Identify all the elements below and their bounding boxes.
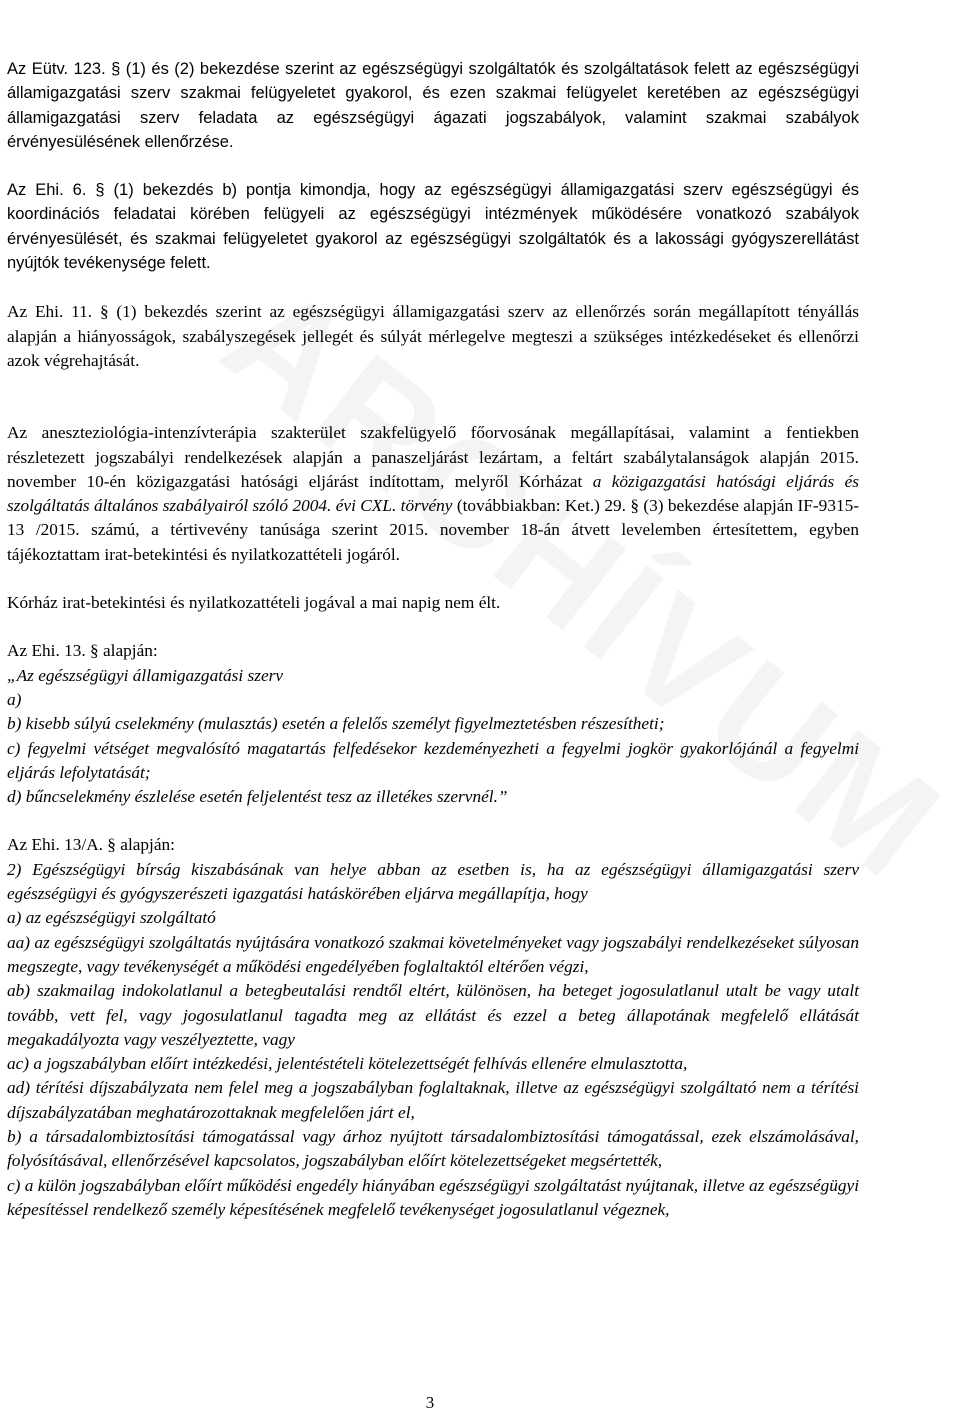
paragraph-ehi-11: Az Ehi. 11. § (1) bekezdés szerint az egészségügyi államigazgatási szerv az ellenőrzés során megállapított tényállás alapján a hiányosságok, szabályszegések jellegét és súlyát mérlegelve megteszi a szükséges intézkedéseket és ellenőrzi azok végrehajtását. — [7, 302, 859, 370]
ehi-13a-line: aa) az egészségügyi szolgáltatás nyújtására vonatkozó szakmai követelményeket vagy jogszabályi rendelkezéseket súlyosan megszegte, vagy tevékenységét a működési engedélyében foglaltaktól eltérően végzi, — [7, 932, 859, 976]
paragraph-eutv-123: Az Eütv. 123. § (1) és (2) bekezdése szerint az egészségügyi szolgáltatók és szolgáltatások felett az egészségügyi államigazgatási szerv szakmai felügyeletet gyakorol, és ezen szakmai felügyelet keretében az egészségügyi államigazgatási szerv feladata az egészségügyi ágazati jogszabályok, valamint szakmai szabályok érvényesülésének ellenőrzése. — [7, 60, 859, 151]
ehi-13-line: c) fegyelmi vétséget megvalósító magatartás felfedésekor kezdeményezheti a fegyelmi jogkör gyakorlójánál a fegyelmi eljárás lefolytatását; — [7, 738, 859, 782]
ehi-13-line: „Az egészségügyi államigazgatási szerv — [7, 665, 284, 685]
ehi-13a-line: 2) Egészségügyi bírság kiszabásának van helye abban az esetben is, ha az egészségügyi államigazgatási szerv egészségügyi és gyógyszerészeti igazgatási hatáskörében eljárva megállapítja, hogy — [7, 859, 859, 904]
paragraph-ehi-6: Az Ehi. 6. § (1) bekezdés b) pontja kimondja, hogy az egészségügyi államigazgatási szerv egészségügyi és koordinációs feladatai körében felügyeli az egészségügyi intézmények működésére vonatkozó szabályok érvényesülését, és szakmai felügyeletet gyakorol az egészségügyi szolgáltatók és a lakossági gyógyszerellátást nyújtók tevékenysége felett. — [7, 181, 859, 273]
procedure-text-c: (továbbiakban: Ket.) 29. § (3) bekezdése alapján IF-9315-13 /2015. számú, a tértivevény tanúsága szerint 2015. november 18-án átvett levelemben értesítettem, egyben tájékoztattam irat-betekintési és nyilatkozattételi jogáról. — [7, 496, 859, 564]
ehi-13-line: a) — [7, 689, 22, 709]
ehi-13a-line: a) az egészségügyi szolgáltató — [7, 908, 216, 928]
ehi-13a-line: ac) a jogszabályban előírt intézkedési, jelentéstételi kötelezettségét felhívás ellenére elmulasztotta, — [7, 1054, 688, 1074]
ehi-13a-line: b) a társadalombiztosítási támogatással vagy árhoz nyújtott társadalombiztosítási támogatással, ezek elszámolásával, folyósításával, ellenőrzésével kapcsolatos, jogszabályban előírt kötelezettségeket megsértették, — [7, 1126, 859, 1171]
page-number: 3 — [425, 1393, 435, 1412]
procedure-law-reference: a közigazgatási hatósági eljárás és szolgáltatás általános szabályairól szóló 2004. évi CXL. törvény — [7, 471, 859, 516]
section-ehi-13a-heading: Az Ehi. 13/A. § alapján: — [7, 835, 175, 855]
ehi-13a-line: ad) térítési díjszabályzata nem felel meg a jogszabályban foglaltaknak, illetve az egészségügyi szolgáltató nem a térítési díjszabályzatában meghatározottaknak megfelelően járt el, — [7, 1078, 859, 1122]
section-ehi-13-heading: Az Ehi. 13. § alapján: — [7, 641, 158, 661]
paragraph-procedure — [7, 421, 859, 567]
ehi-13a-line: ab) szakmailag indokolatlanul a betegbeutalási rendtől eltért, különösen, ha beteget jogosulatlanul utalt be vagy utalt tovább, vett fel, vagy jogosulatlanul tagadta meg az ellátást és ezzel a beteg állapotának megfelelő ellátását megakadályozta vagy veszélyeztette, vagy — [7, 981, 859, 1049]
document-body — [7, 57, 859, 1222]
paragraph-hospital-rights: Kórház irat-betekintési és nyilatkozattételi jogával a mai napig nem élt. — [7, 593, 501, 613]
ehi-13-line: b) kisebb súlyú cselekmény (mulasztás) esetén a felelős személyt figyelmeztetésben részesítheti; — [7, 714, 665, 734]
ehi-13-line: d) bűncselekmény észlelése esetén feljelentést tesz az illetékes szervnél.” — [7, 787, 508, 807]
ehi-13a-line: c) a külön jogszabályban előírt működési engedély hiányában egészségügyi szolgáltatást nyújtanak, illetve az egészségügyi képesítéssel rendelkező személy képesítésének megfelelő tevékenységet jogosulatlanul végeznek, — [7, 1175, 859, 1219]
procedure-text-a: Az aneszteziológia-intenzívterápia szakterület szakfelügyelő főorvosának megállapításai, valamint a fentiekben részletezett jogszabályi rendelkezések alapján a panaszeljárást lezártam, a feltárt szabálytalanságok alapján 2015. november 10-én közigazgatási hatósági eljárást indítottam, melyről Kórházat — [7, 423, 859, 491]
